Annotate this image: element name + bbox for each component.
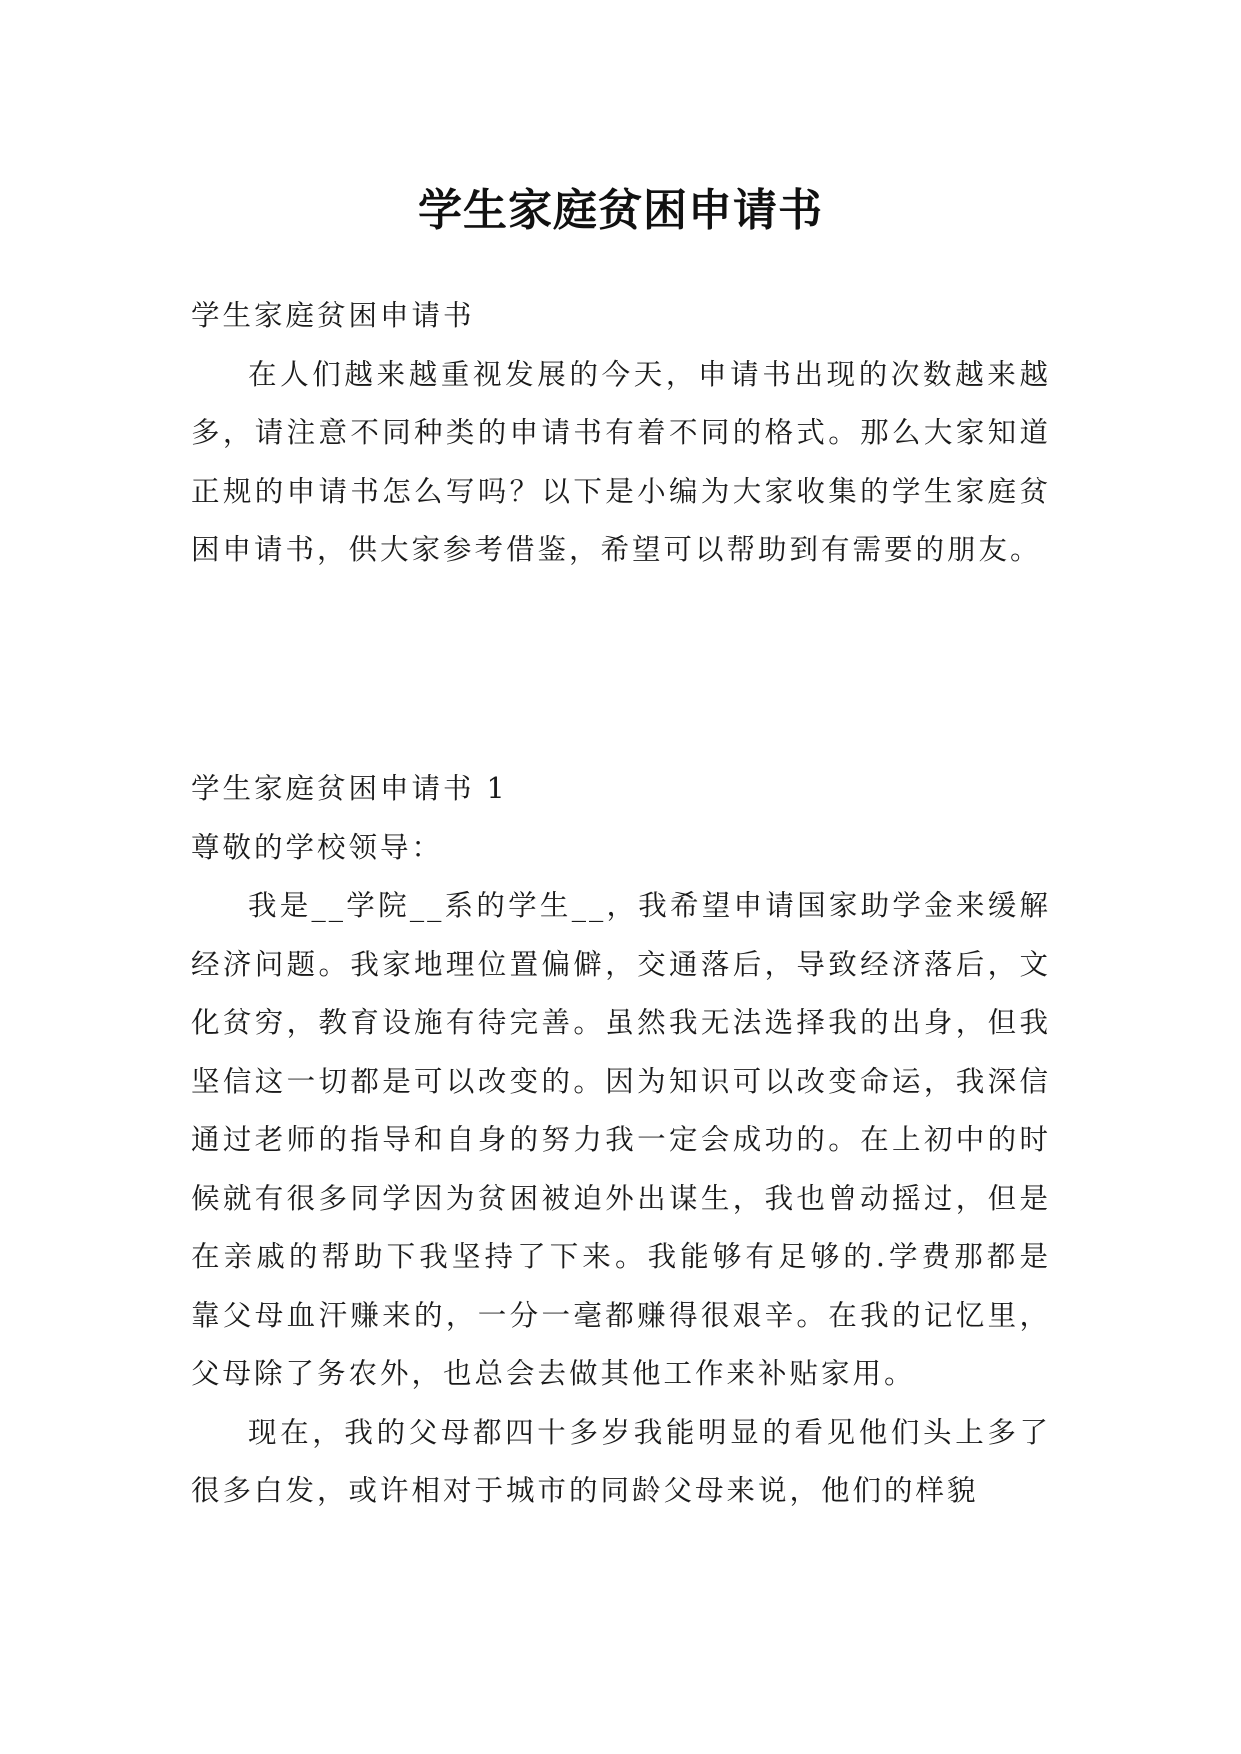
body-paragraph-1: 我是__学院__系的学生__，我希望申请国家助学金来缓解经济问题。我家地理位置偏僻，交通落后，导致经济落后，文化贫穷，教育设施有待完善。虽然我无法选择我的出身，但我坚信这一切都是可以改变的。因为知识可以改变命运，我深信通过老师的指导和自身的努力我一定会成功的。在上初中的时候就有很多同学因为贫困被迫外出谋生，我也曾动摇过，但是在亲戚的帮助下我坚持了下来。我能够有足够的.学费那都是靠父母血汗赚来的，一分一毫都赚得很艰辛。在我的记忆里，父母除了务农外，也总会去做其他工作来补贴家用。 [191, 889, 1051, 1390]
intro-section [191, 287, 1051, 580]
intro-heading: 学生家庭贫困申请书 [191, 299, 475, 332]
application-section [191, 760, 1051, 1521]
section-heading: 学生家庭贫困申请书 1 [191, 772, 508, 805]
salutation: 尊敬的学校领导： [191, 830, 444, 864]
body-paragraph-2: 现在，我的父母都四十多岁我能明显的看见他们头上多了很多白发，或许相对于城市的同龄父母来说，他们的样貌 [191, 1415, 1051, 1507]
intro-paragraph: 在人们越来越重视发展的今天，申请书出现的次数越来越多，请注意不同种类的申请书有着不同的格式。那么大家知道正规的申请书怎么写吗？以下是小编为大家收集的学生家庭贫困申请书，供大家参考借鉴，希望可以帮助到有需要的朋友。 [191, 357, 1051, 566]
document-title: 学生家庭贫困申请书 [418, 185, 823, 237]
